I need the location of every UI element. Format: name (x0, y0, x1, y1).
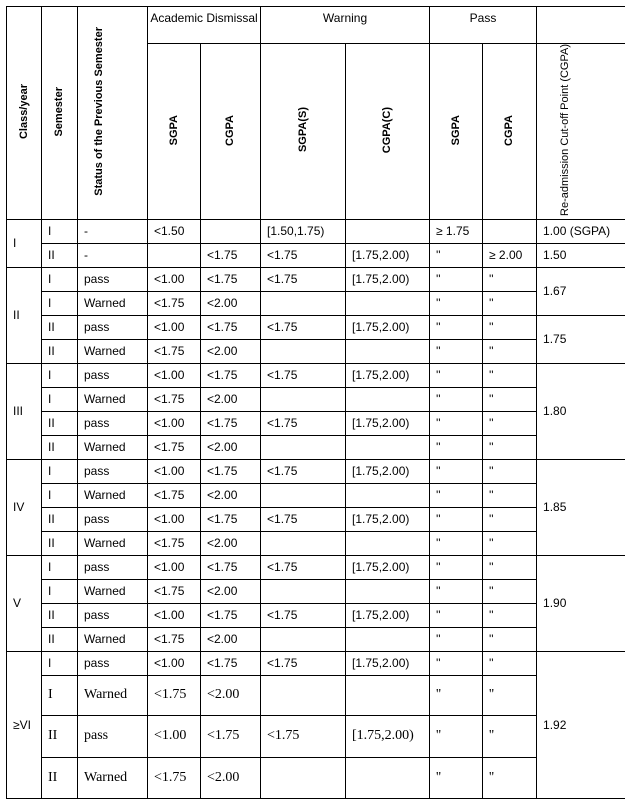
ad-cgpa-cell: <2.00 (201, 675, 261, 715)
semester-cell: II (42, 435, 78, 459)
p-cgpa-cell (483, 219, 537, 243)
table-row (7, 291, 625, 315)
ad-cgpa-cell: <1.75 (201, 315, 261, 339)
semester-cell: II (42, 507, 78, 531)
p-cgpa-cell: '' (483, 715, 537, 757)
ad-sgpa-cell: <1.00 (148, 603, 201, 627)
ad-cgpa-cell: <2.00 (201, 339, 261, 363)
readmission-cell: 1.90 (537, 555, 625, 651)
ad-sgpa-cell: <1.00 (148, 507, 201, 531)
class-year-cell: II (7, 267, 42, 363)
w-cgpa-cell (346, 579, 430, 603)
table-row (7, 483, 625, 507)
ad-sgpa-cell: <1.00 (148, 315, 201, 339)
ad-sgpa-cell: <1.00 (148, 555, 201, 579)
status-cell: Warned (78, 435, 148, 459)
p-cgpa-cell: '' (483, 603, 537, 627)
w-sgpa-cell (261, 627, 346, 651)
semester-cell: I (42, 675, 78, 715)
ad-sgpa-cell: <1.75 (148, 291, 201, 315)
status-cell: Warned (78, 579, 148, 603)
ad-cgpa-cell: <2.00 (201, 483, 261, 507)
ad-cgpa-cell: <2.00 (201, 757, 261, 798)
readmission-cell: 1.50 (537, 243, 625, 267)
w-sgpa-cell: <1.75 (261, 243, 346, 267)
w-cgpa-cell: [1.75,2.00) (346, 243, 430, 267)
table-row (7, 507, 625, 531)
table-row (7, 459, 625, 483)
w-cgpa-cell: [1.75,2.00) (346, 315, 430, 339)
p-sgpa-cell: '' (430, 387, 483, 411)
class-year-cell: I (7, 219, 42, 267)
w-sgpa-cell (261, 757, 346, 798)
semester-cell: II (42, 627, 78, 651)
semester-cell: II (42, 411, 78, 435)
status-cell: pass (78, 363, 148, 387)
p-sgpa-cell: '' (430, 435, 483, 459)
readmission-cell: 1.75 (537, 315, 625, 363)
w-cgpa-cell: [1.75,2.00) (346, 555, 430, 579)
w-sgpa-cell (261, 675, 346, 715)
p-cgpa-cell: '' (483, 339, 537, 363)
status-cell: Warned (78, 531, 148, 555)
ad-sgpa-cell: <1.75 (148, 579, 201, 603)
p-sgpa-cell: '' (430, 675, 483, 715)
p-cgpa-cell: '' (483, 411, 537, 435)
ad-sgpa-cell: <1.00 (148, 459, 201, 483)
w-sgpa-cell: <1.75 (261, 715, 346, 757)
status-cell: Warned (78, 387, 148, 411)
ad-cgpa-cell: <1.75 (201, 459, 261, 483)
table-row (7, 715, 625, 757)
semester-cell: I (42, 291, 78, 315)
w-sgpa-cell (261, 579, 346, 603)
table-row (7, 555, 625, 579)
status-cell: - (78, 243, 148, 267)
table-row (7, 339, 625, 363)
status-cell: Warned (78, 627, 148, 651)
ad-cgpa-cell: <1.75 (201, 651, 261, 675)
semester-cell: II (42, 603, 78, 627)
header-blank (537, 7, 625, 44)
p-cgpa-cell: '' (483, 579, 537, 603)
p-sgpa-cell: '' (430, 459, 483, 483)
semester-cell: II (42, 715, 78, 757)
header-ad-sgpa: SGPA (148, 44, 201, 220)
header-academic-dismissal: Academic Dismissal (148, 7, 261, 44)
p-sgpa-cell: '' (430, 757, 483, 798)
table-row (7, 675, 625, 715)
ad-cgpa-cell: <1.75 (201, 363, 261, 387)
p-cgpa-cell: '' (483, 315, 537, 339)
p-sgpa-cell: '' (430, 715, 483, 757)
status-cell: Warned (78, 339, 148, 363)
ad-cgpa-cell: <1.75 (201, 411, 261, 435)
p-cgpa-cell: '' (483, 483, 537, 507)
w-cgpa-cell: [1.75,2.00) (346, 459, 430, 483)
header-pass: Pass (430, 7, 537, 44)
ad-cgpa-cell: <2.00 (201, 627, 261, 651)
readmission-cell: 1.92 (537, 651, 625, 798)
p-sgpa-cell: '' (430, 603, 483, 627)
ad-cgpa-cell: <2.00 (201, 531, 261, 555)
p-cgpa-cell: '' (483, 651, 537, 675)
w-sgpa-cell: <1.75 (261, 555, 346, 579)
status-cell: pass (78, 411, 148, 435)
table-row (7, 603, 625, 627)
status-cell: pass (78, 603, 148, 627)
p-cgpa-cell: '' (483, 291, 537, 315)
w-cgpa-cell (346, 387, 430, 411)
w-sgpa-cell (261, 339, 346, 363)
header-w-sgpa: SGPA(S) (261, 44, 346, 220)
table-row (7, 219, 625, 243)
semester-cell: I (42, 219, 78, 243)
readmission-cell: 1.67 (537, 267, 625, 315)
w-sgpa-cell (261, 483, 346, 507)
status-cell: pass (78, 555, 148, 579)
w-sgpa-cell: <1.75 (261, 651, 346, 675)
w-cgpa-cell (346, 627, 430, 651)
ad-sgpa-cell: <1.75 (148, 435, 201, 459)
table-row (7, 387, 625, 411)
w-sgpa-cell (261, 291, 346, 315)
ad-cgpa-cell: <2.00 (201, 387, 261, 411)
readmission-cell: 1.85 (537, 459, 625, 555)
w-cgpa-cell: [1.75,2.00) (346, 411, 430, 435)
ad-cgpa-cell: <2.00 (201, 579, 261, 603)
gpa-rules-table (6, 6, 625, 799)
w-cgpa-cell (346, 483, 430, 507)
status-cell: - (78, 219, 148, 243)
class-year-cell: IV (7, 459, 42, 555)
status-cell: Warned (78, 675, 148, 715)
w-cgpa-cell (346, 675, 430, 715)
table-row (7, 315, 625, 339)
p-cgpa-cell: '' (483, 459, 537, 483)
p-sgpa-cell: '' (430, 315, 483, 339)
w-cgpa-cell (346, 435, 430, 459)
w-sgpa-cell: <1.75 (261, 603, 346, 627)
status-cell: pass (78, 315, 148, 339)
semester-cell: I (42, 579, 78, 603)
w-cgpa-cell: [1.75,2.00) (346, 507, 430, 531)
table-row (7, 651, 625, 675)
p-sgpa-cell: '' (430, 339, 483, 363)
p-cgpa-cell: '' (483, 627, 537, 651)
w-sgpa-cell (261, 531, 346, 555)
header-status: Status of the Previous Semester (78, 7, 148, 220)
table-row (7, 531, 625, 555)
w-cgpa-cell: [1.75,2.00) (346, 651, 430, 675)
ad-sgpa-cell: <1.75 (148, 627, 201, 651)
header-w-cgpa: CGPA(C) (346, 44, 430, 220)
ad-sgpa-cell: <1.75 (148, 339, 201, 363)
p-sgpa-cell: '' (430, 243, 483, 267)
status-cell: Warned (78, 291, 148, 315)
semester-cell: II (42, 531, 78, 555)
ad-cgpa-cell: <2.00 (201, 435, 261, 459)
ad-sgpa-cell: <1.00 (148, 267, 201, 291)
w-sgpa-cell: <1.75 (261, 315, 346, 339)
table-row (7, 267, 625, 291)
p-cgpa-cell: '' (483, 363, 537, 387)
semester-cell: I (42, 555, 78, 579)
w-sgpa-cell: <1.75 (261, 411, 346, 435)
ad-sgpa-cell: <1.75 (148, 483, 201, 507)
p-sgpa-cell: '' (430, 363, 483, 387)
p-cgpa-cell: '' (483, 507, 537, 531)
p-cgpa-cell: '' (483, 555, 537, 579)
header-class-year: Class/year (7, 7, 42, 220)
status-cell: pass (78, 507, 148, 531)
w-cgpa-cell: [1.75,2.00) (346, 267, 430, 291)
ad-sgpa-cell: <1.75 (148, 675, 201, 715)
p-cgpa-cell: '' (483, 435, 537, 459)
ad-sgpa-cell (148, 243, 201, 267)
p-sgpa-cell: '' (430, 291, 483, 315)
semester-cell: II (42, 243, 78, 267)
ad-cgpa-cell: <1.75 (201, 715, 261, 757)
w-cgpa-cell (346, 339, 430, 363)
p-sgpa-cell: '' (430, 411, 483, 435)
p-cgpa-cell: '' (483, 387, 537, 411)
status-cell: pass (78, 715, 148, 757)
semester-cell: II (42, 339, 78, 363)
class-year-cell: III (7, 363, 42, 459)
w-cgpa-cell (346, 291, 430, 315)
p-sgpa-cell: '' (430, 267, 483, 291)
ad-cgpa-cell: <2.00 (201, 291, 261, 315)
semester-cell: I (42, 267, 78, 291)
w-cgpa-cell (346, 531, 430, 555)
ad-cgpa-cell: <1.75 (201, 555, 261, 579)
ad-cgpa-cell: <1.75 (201, 243, 261, 267)
table-row (7, 243, 625, 267)
header-readmission: Re-admission Cut-off Point (CGPA) (537, 44, 625, 220)
semester-cell: II (42, 757, 78, 798)
p-sgpa-cell: '' (430, 555, 483, 579)
semester-cell: I (42, 459, 78, 483)
ad-cgpa-cell: <1.75 (201, 603, 261, 627)
w-sgpa-cell (261, 435, 346, 459)
p-sgpa-cell: '' (430, 507, 483, 531)
status-cell: pass (78, 651, 148, 675)
header-p-sgpa: SGPA (430, 44, 483, 220)
header-ad-cgpa: CGPA (201, 44, 261, 220)
table-row (7, 411, 625, 435)
ad-sgpa-cell: <1.00 (148, 363, 201, 387)
readmission-cell: 1.00 (SGPA) (537, 219, 625, 243)
header-warning: Warning (261, 7, 430, 44)
w-cgpa-cell: [1.75,2.00) (346, 603, 430, 627)
w-sgpa-cell: <1.75 (261, 507, 346, 531)
w-sgpa-cell: [1.50,1.75) (261, 219, 346, 243)
w-sgpa-cell: <1.75 (261, 267, 346, 291)
ad-cgpa-cell: <1.75 (201, 507, 261, 531)
status-cell: pass (78, 459, 148, 483)
w-cgpa-cell: [1.75,2.00) (346, 715, 430, 757)
table-row (7, 435, 625, 459)
p-cgpa-cell: '' (483, 531, 537, 555)
semester-cell: II (42, 315, 78, 339)
w-sgpa-cell: <1.75 (261, 363, 346, 387)
w-sgpa-cell: <1.75 (261, 459, 346, 483)
p-sgpa-cell: '' (430, 651, 483, 675)
table-row (7, 627, 625, 651)
ad-cgpa-cell: <1.75 (201, 267, 261, 291)
table-row (7, 579, 625, 603)
p-sgpa-cell: '' (430, 483, 483, 507)
ad-sgpa-cell: <1.75 (148, 757, 201, 798)
header-semester: Semester (42, 7, 78, 220)
p-cgpa-cell: '' (483, 757, 537, 798)
header-p-cgpa: CGPA (483, 44, 537, 220)
semester-cell: I (42, 483, 78, 507)
ad-sgpa-cell: <1.75 (148, 387, 201, 411)
table-row (7, 757, 625, 798)
semester-cell: I (42, 363, 78, 387)
class-year-cell: V (7, 555, 42, 651)
ad-cgpa-cell (201, 219, 261, 243)
p-sgpa-cell: '' (430, 579, 483, 603)
w-cgpa-cell (346, 757, 430, 798)
p-cgpa-cell: '' (483, 267, 537, 291)
status-cell: Warned (78, 483, 148, 507)
p-sgpa-cell: '' (430, 627, 483, 651)
w-sgpa-cell (261, 387, 346, 411)
semester-cell: I (42, 387, 78, 411)
readmission-cell: 1.80 (537, 363, 625, 459)
semester-cell: I (42, 651, 78, 675)
p-sgpa-cell: '' (430, 531, 483, 555)
w-cgpa-cell: [1.75,2.00) (346, 363, 430, 387)
p-cgpa-cell: '' (483, 675, 537, 715)
p-cgpa-cell: ≥ 2.00 (483, 243, 537, 267)
w-cgpa-cell (346, 219, 430, 243)
class-year-cell: ≥VI (7, 651, 42, 798)
p-sgpa-cell: ≥ 1.75 (430, 219, 483, 243)
status-cell: pass (78, 267, 148, 291)
ad-sgpa-cell: <1.00 (148, 651, 201, 675)
ad-sgpa-cell: <1.00 (148, 411, 201, 435)
ad-sgpa-cell: <1.00 (148, 715, 201, 757)
status-cell: Warned (78, 757, 148, 798)
ad-sgpa-cell: <1.75 (148, 531, 201, 555)
table-row (7, 363, 625, 387)
ad-sgpa-cell: <1.50 (148, 219, 201, 243)
